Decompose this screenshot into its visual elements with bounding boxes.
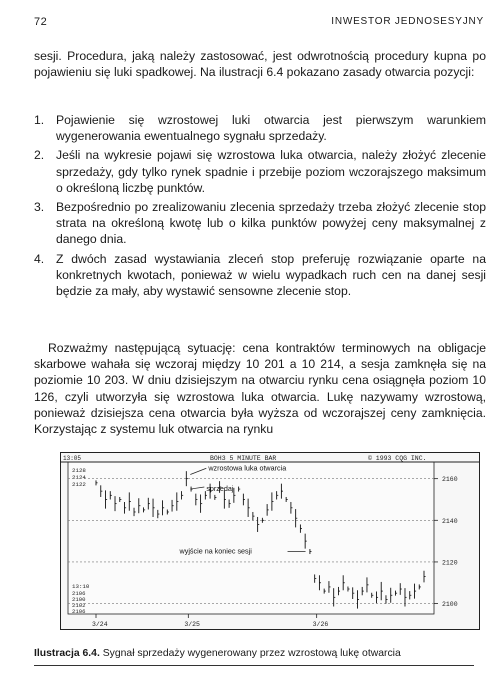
readout-top-label: 2124 — [72, 474, 86, 481]
annotation-sell: sprzedaj — [206, 484, 234, 494]
rule-text: Bezpośrednio po zrealizowaniu zlecenia sprzedaży trzeba złożyć zlecenie stop strata na określoną kwotę lub o kilka punktów powyżej ceny maksymalnej z danego dnia. — [56, 200, 486, 247]
figure-caption — [34, 648, 474, 659]
rule-item — [34, 251, 486, 300]
x-tick-label: 3/26 — [312, 621, 329, 628]
price-chart — [60, 452, 480, 630]
readout-time-label: 13:10 — [72, 583, 90, 590]
rule-item — [34, 147, 486, 196]
rule-text: Pojawienie się wzrostowej luki otwarcia jest pierwszym warunkiem wygenerowania ewentualnego sygnału sprzedaży. — [56, 113, 486, 144]
rule-item — [34, 112, 486, 144]
y-tick-label: 2140 — [442, 517, 458, 525]
annotation-gap: wzrostowa luka otwarcia — [208, 463, 287, 473]
rule-number: 1. — [34, 113, 45, 127]
caption-text: Sygnał sprzedaży wygenerowany przez wzrostową lukę otwarcia — [102, 648, 401, 659]
plot-area — [68, 462, 434, 614]
body-paragraph: Rozważmy następującą sytuację: cena kontraktów terminowych na obligacje skarbowe wahała się wczoraj między 10 201 a 10 214, a sesja zamknęła się na poziomie 10 203. W dniu dzisiejszym na otwarciu rynku cena osiągnęła poziom 10 126, czyli utworzyła się wzrostowa luka otwarcia. Lukę nazywamy wzrostową, ponieważ dzisiejsza cena otwarcia była wyższa od wczorajszej ceny zamknięcia. Korzystając z systemu luk otwarcia na rynku — [34, 341, 486, 437]
chart-copyright: © 1993 CQG INC. — [368, 455, 427, 462]
y-tick-label: 2160 — [442, 476, 458, 484]
readout-bottom-label: 2102 — [72, 602, 86, 609]
caption-rule — [34, 665, 474, 666]
page-number: 72 — [34, 16, 48, 28]
readout-bottom-label: 2106 — [72, 590, 86, 597]
readout-bottom-label: 2100 — [72, 596, 86, 603]
y-tick-label: 2120 — [442, 559, 458, 567]
readout-bottom-label: 2106 — [72, 608, 86, 615]
rule-item — [34, 199, 486, 248]
chart-corner-label: 13:05 — [63, 455, 82, 462]
running-title: INWESTOR JEDNOSESYJNY — [331, 16, 484, 27]
readout-top-label: 2128 — [72, 467, 86, 474]
x-tick-label: 3/24 — [92, 621, 108, 628]
rules-list — [34, 112, 486, 302]
intro-paragraph: sesji. Procedura, jaką należy zastosować, jest odwrotnością procedury kupna po pojawieniu się luki spadkowej. Na ilustracji 6.4 pokazano zasady otwarcia pozycji: — [34, 49, 486, 80]
rule-number: 2. — [34, 148, 45, 163]
figure-chart — [60, 452, 480, 630]
annotation-exit: wyjście na koniec sesji — [179, 546, 252, 556]
readout-top-label: 2122 — [72, 481, 86, 488]
rule-number: 3. — [34, 200, 45, 215]
y-tick-label: 2100 — [442, 601, 458, 609]
rule-text: Jeśli na wykresie pojawi się wzrostowa luka otwarcia, należy złożyć zlecenie sprzedaży, gdy tylko rynek spadnie i przebije poziom wczorajszego maksimum o określoną liczbę punktów. — [56, 148, 486, 195]
x-tick-label: 3/25 — [184, 621, 200, 628]
caption-label: Ilustracja 6.4. — [34, 648, 100, 659]
rule-number: 4. — [34, 251, 45, 266]
chart-header-label: BOH3 5 MINUTE BAR — [210, 455, 277, 462]
rule-text: Z dwóch zasad wystawiania zleceń stop preferuję rozwiązanie oparte na konkretnych kwotach, ponieważ w wielu wypadkach ruch cen na danej sesji będzie za mały, aby wystawić sensowne zlecenie stop. — [56, 251, 486, 299]
